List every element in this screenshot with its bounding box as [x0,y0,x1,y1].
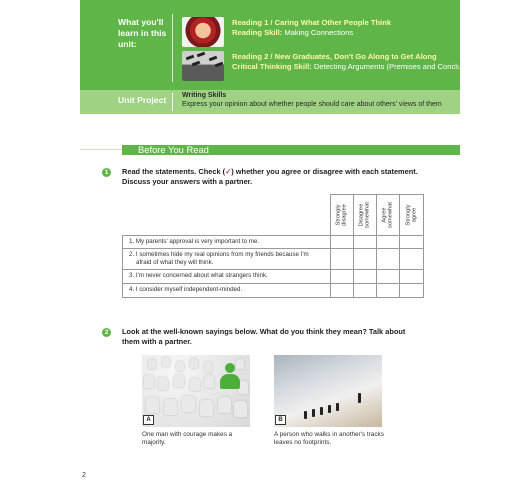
check-mark-icon: ✓ [225,167,232,176]
unit-project-description: Express your opinion about whether people should care about others' views of them [182,101,442,108]
header-disagree-somewhat: Disagree somewhat [353,194,377,235]
reading-1-skill-key: Reading Skill: [232,28,283,37]
photo-a-label: A [143,415,154,425]
caption-b: A person who walks in another's tracks leaves no footprints. [274,431,384,446]
header-divider [172,14,173,82]
reading-2 [182,51,482,81]
header-agree-somewhat: Agree somewhat [376,194,400,235]
section-rule [80,149,122,150]
reading-2-title: Reading 2 / New Graduates, Don't Go Along to Get Along [232,52,437,61]
unit-project-label: Unit Project [118,95,167,105]
section-title: Before You Read [138,144,209,155]
question-2-number: 2 [102,328,111,337]
photo-walkers [274,355,382,427]
header-strongly-agree: Strongly agree [399,194,424,235]
q1-line1a: Read the statements. Check ( [122,167,226,176]
q2-line1: Look at the well-known sayings below. What do you think they mean? Talk about [122,327,406,336]
learn-label: What you'll learn in this unit: [118,17,167,49]
reading-2-skill-key: Critical Thinking Skill: [232,62,312,71]
agreement-table [122,194,424,298]
statement-2: 2. I sometimes hide my real opinions from my friends because I'm afraid of what they will think. [129,251,309,266]
unit-project-band [80,90,460,114]
q1-line1b: ) whether you agree or disagree with each statement. [231,167,418,176]
table-row [122,270,424,284]
q2-line2: them with a partner. [122,337,192,346]
answer-cell[interactable] [353,236,354,248]
photo-b-label: B [275,415,286,425]
caption-a: One man with courage makes a majority. [142,431,233,446]
reading-2-skill-value: Detecting Arguments (Premises and Conclusions) [313,62,482,71]
reading-1-title: Reading 1 / Caring What Other People Think [232,18,392,27]
q1-line2: Discuss your answers with a partner. [122,177,253,186]
unit-project-divider [172,93,173,111]
question-1-number: 1 [102,168,111,177]
statement-3: 3. I'm never concerned about what strangers think. [129,272,268,279]
table-row [122,249,424,270]
section-bar [122,145,460,155]
table-row [122,284,424,298]
unit-header [80,0,482,114]
reading-1-skill-value: Making Connections [284,28,354,37]
page-number: 2 [82,472,86,479]
question-2-instructions [122,327,442,347]
statement-1: 1. My parents' approval is very important to me. [129,238,260,245]
reading-1-thumbnail [182,17,224,47]
question-1-instructions [122,167,432,187]
reading-1 [182,17,454,47]
photo-crowd [142,355,250,427]
reading-2-thumbnail [182,51,224,81]
header-strongly-disagree: Strongly disagree [330,194,354,235]
green-person-icon [220,363,240,389]
statement-4: 4. I consider myself independent-minded. [129,286,243,293]
table-row [122,235,424,249]
unit-project-title: Writing Skills [182,92,227,99]
